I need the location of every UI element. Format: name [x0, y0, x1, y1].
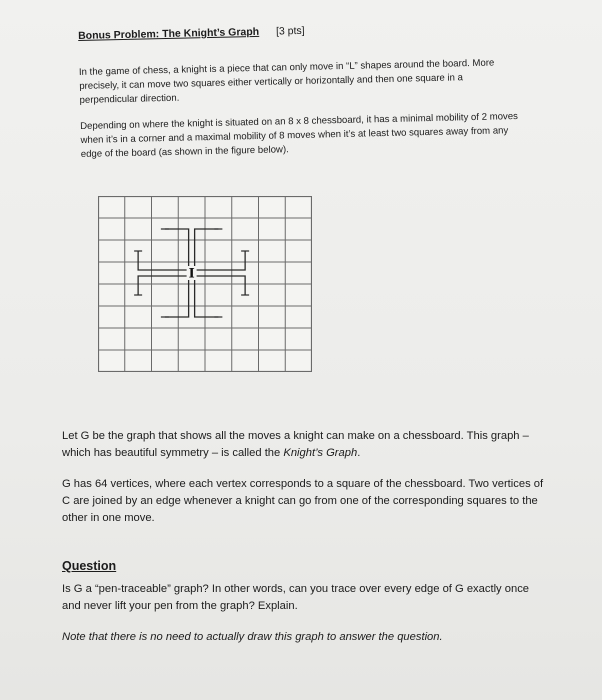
- graph-description: [62, 428, 544, 646]
- chessboard-figure: [98, 196, 312, 372]
- question-heading: Question: [62, 559, 117, 573]
- graph-definition-end: .: [357, 447, 361, 459]
- graph-definition-paragraph: [62, 428, 544, 462]
- problem-intro: [78, 20, 521, 162]
- problem-title: Bonus Problem: The Knight’s Graph: [78, 25, 260, 42]
- note-text: Note that there is no need to actually draw this graph to answer the question.: [62, 631, 443, 643]
- knight-moves-diagram: [98, 196, 312, 372]
- points-label: [3 pts]: [275, 24, 305, 38]
- intro-paragraph: In the game of chess, a knight is a piece that can only move in “L” shapes around the board. More precisely, it can move two squares either vertically or horizontally and then one square in a perpendicular direction.: [78, 57, 495, 106]
- mobility-paragraph: Depending on where the knight is situated on an 8 x 8 chessboard, it has a minimal mobility of 2 moves when it’s in a corner and a maximal mobility of 8 moves when it’s at least two squares away from any edge of the board (as shown in the figure below).: [80, 111, 519, 160]
- graph-definition-text: Let G be the graph that shows all the moves a knight can make on a chessboard. This graph – which has beautiful symmetry – is called the: [62, 430, 529, 459]
- vertices-paragraph: G has 64 vertices, where each vertex corresponds to a square of the chessboard. Two vertices of C are joined by an edge whenever a knight can go from one of the corresponding squares to the other in one move.: [62, 478, 544, 524]
- knight-piece: I: [188, 266, 195, 282]
- knights-graph-name: Knight’s Graph: [283, 447, 358, 459]
- title-row: [78, 20, 518, 42]
- question-text: Is G a “pen-traceable” graph? In other words, can you trace over every edge of G exactly once and never lift your pen from the graph? Explain.: [62, 583, 530, 612]
